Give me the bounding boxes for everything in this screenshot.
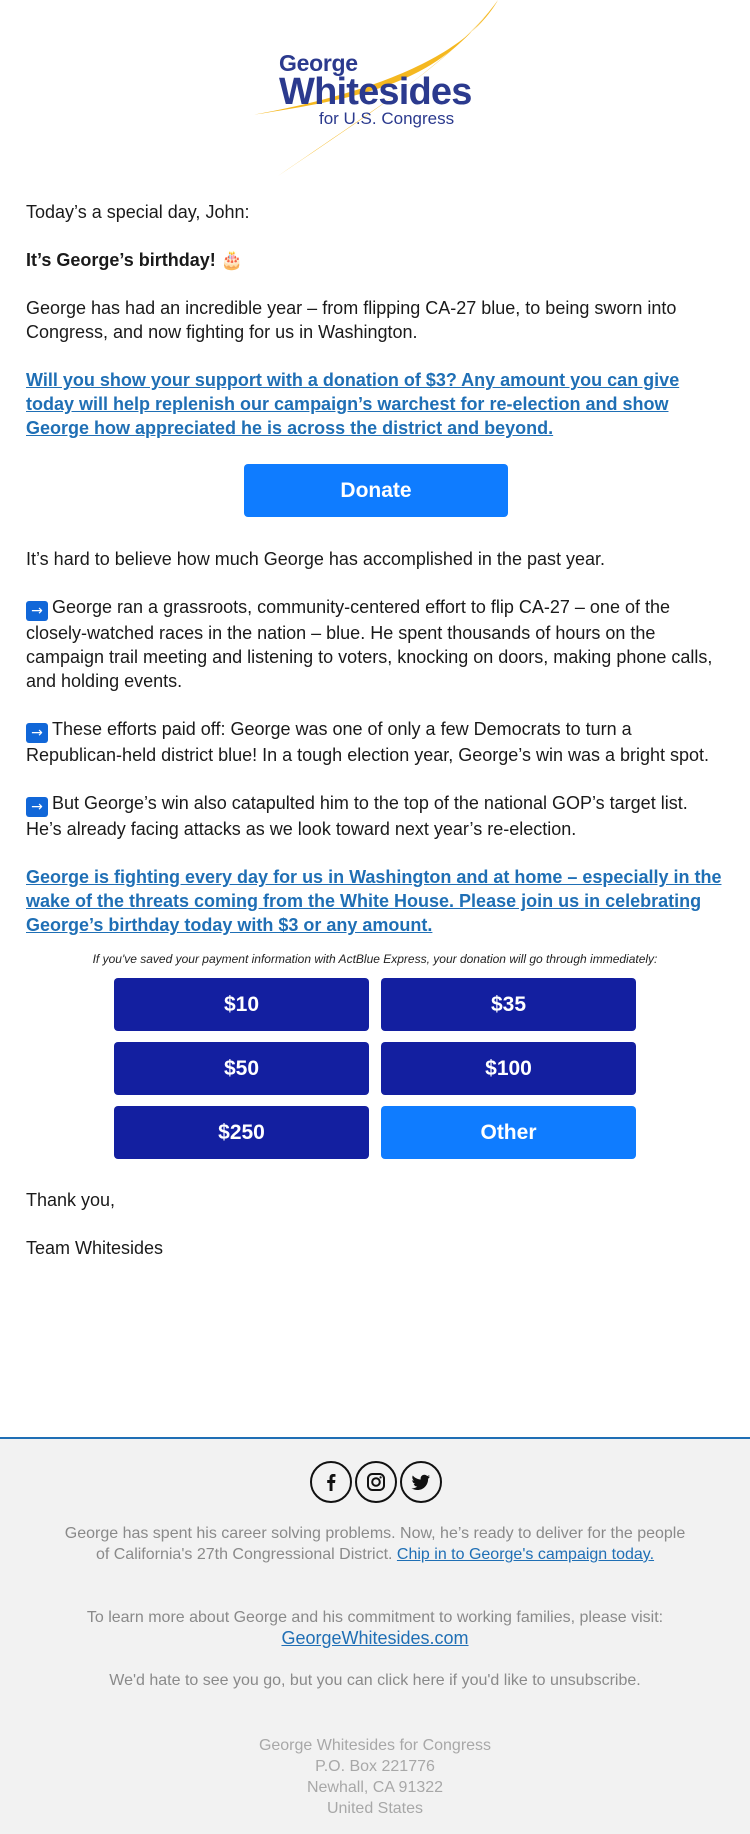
donate-button[interactable]: Donate [244, 464, 508, 517]
actblue-express-note: If you've saved your payment information with ActBlue Express, your donation will go through immediately: [92, 952, 658, 966]
address-line: Newhall, CA 91322 [306, 1779, 444, 1796]
bullet-item [26, 791, 726, 841]
email-body [26, 200, 726, 961]
bullet-text: But George’s win also catapulted him to the top of the national GOP’s target list. He’s already facing attacks as we look toward next year’s re-election. [26, 793, 688, 839]
footer-bio [60, 1523, 690, 1565]
twitter-icon[interactable] [400, 1461, 442, 1503]
website-link[interactable]: GeorgeWhitesides.com [281, 1628, 469, 1648]
amount-button-250[interactable]: $250 [114, 1106, 369, 1159]
footer [0, 1439, 750, 1834]
facebook-icon[interactable] [310, 1461, 352, 1503]
bullet-item [26, 595, 726, 693]
instagram-icon[interactable] [355, 1461, 397, 1503]
logo-line-george: George [279, 50, 358, 76]
arrow-right-icon: → [26, 601, 48, 621]
amount-button-100[interactable]: $100 [381, 1042, 636, 1095]
signoff [26, 1188, 163, 1284]
address-line: United States [326, 1800, 424, 1817]
intro-paragraph: George has had an incredible year – from flipping CA-27 blue, to being sworn into Congress, and now fighting for us in Washington. [26, 298, 677, 342]
thanks-text: Thank you, [26, 1190, 116, 1210]
footer-learn-text: To learn more about George and his commitment to working families, please visit: [86, 1609, 664, 1626]
bullet-text: George ran a grassroots, community-centered effort to flip CA-27 – one of the closely-watched races in the nation – blue. He spent thousands of hours on the campaign trail meeting and listening to voters, knocking on doors, making phone calls, and holding events. [26, 597, 713, 691]
footer-bio-text: George has spent his career solving problems. Now, he’s ready to deliver for the people of California's 27th Congressional District. [64, 1525, 686, 1563]
team-signature: Team Whitesides [26, 1238, 164, 1258]
donation-ask-link[interactable]: Will you show your support with a donation of $3? Any amount you can give today will help replenish our campaign’s warchest for re-election and show George how appreciated he is across the district and beyond. [26, 370, 680, 438]
bullet-text: These efforts paid off: George was one of only a few Democrats to turn a Republican-held district blue! In a tough election year, George’s win was a bright spot. [26, 719, 710, 765]
birthday-headline: It’s George’s birthday! 🎂 [26, 250, 244, 270]
greeting: Today’s a special day, John: [26, 202, 250, 222]
campaign-logo [0, 0, 750, 180]
footer-learn-more [60, 1607, 690, 1650]
mailing-address [60, 1735, 690, 1819]
logo-line-whitesides: Whitesides [279, 71, 472, 113]
bullet-item [26, 717, 726, 767]
logo-line-congress: for U.S. Congress [319, 109, 455, 128]
amount-button-10[interactable]: $10 [114, 978, 369, 1031]
amount-button-35[interactable]: $35 [381, 978, 636, 1031]
amount-button-other[interactable]: Other [381, 1106, 636, 1159]
arrow-right-icon: → [26, 723, 48, 743]
celebrate-ask-link[interactable]: George is fighting every day for us in Washington and at home – especially in the wake of the threats coming from the White House. Please join us in celebrating George’s birthday today with $3 or any amount. [26, 867, 722, 935]
logo-wordmark [279, 52, 472, 127]
amount-button-50[interactable]: $50 [114, 1042, 369, 1095]
address-line: P.O. Box 221776 [315, 1758, 435, 1775]
address-line: George Whitesides for Congress [258, 1737, 492, 1754]
unsubscribe-text[interactable]: We'd hate to see you go, but you can click here if you'd like to unsubscribe. [109, 1672, 641, 1689]
accomplished-paragraph: It’s hard to believe how much George has accomplished in the past year. [26, 549, 605, 569]
arrow-right-icon: → [26, 797, 48, 817]
chip-in-link[interactable]: Chip in to George's campaign today. [396, 1546, 655, 1563]
